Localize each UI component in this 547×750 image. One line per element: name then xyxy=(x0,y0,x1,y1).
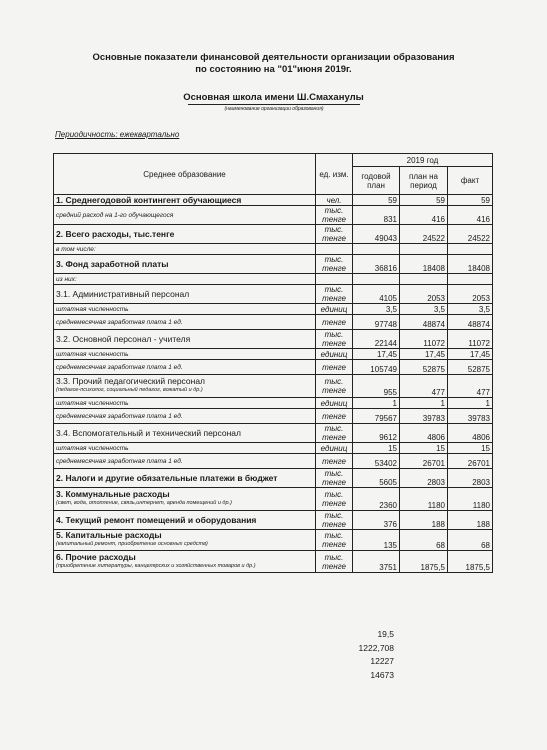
row-unit: тыс. тенге xyxy=(316,285,353,304)
table-row xyxy=(54,488,493,511)
row-period-value: 416 xyxy=(400,206,448,225)
row-name: в том числе: xyxy=(56,246,96,253)
row-name-cell xyxy=(54,454,316,469)
table-row xyxy=(54,304,493,315)
row-name: 6. Прочие расходы xyxy=(56,551,136,562)
row-unit: тыс. тенге xyxy=(316,375,353,398)
row-name-cell xyxy=(54,195,316,206)
row-plan-value: 79567 xyxy=(353,409,400,424)
table-row xyxy=(54,244,493,255)
row-unit: тыс. тенге xyxy=(316,469,353,488)
header-unit: ед. изм. xyxy=(316,154,353,195)
row-fact-value: 2803 xyxy=(448,469,493,488)
row-unit: тыс. тенге xyxy=(316,225,353,244)
row-name-cell xyxy=(54,349,316,360)
row-fact-value: 24522 xyxy=(448,225,493,244)
row-unit: тенге xyxy=(316,315,353,330)
row-plan-value: 831 xyxy=(353,206,400,225)
row-name-cell xyxy=(54,375,316,398)
row-name: 3.3. Прочий педагогический персонал xyxy=(56,376,206,386)
row-fact-value: 26701 xyxy=(448,454,493,469)
row-plan-value xyxy=(353,244,400,255)
row-name: из них: xyxy=(56,276,77,283)
table-row xyxy=(54,398,493,409)
header-annual-plan: годовой план xyxy=(353,167,400,195)
row-name: среднемесячная заработная плата 1 ед. xyxy=(56,458,183,465)
title-line-2: по состоянию на "01"июня 2019г. xyxy=(195,64,352,75)
row-name-cell xyxy=(54,360,316,375)
table-row xyxy=(54,285,493,304)
row-name: 5. Капитальные расходы xyxy=(56,530,162,540)
row-period-value: 2053 xyxy=(400,285,448,304)
row-fact-value: 52875 xyxy=(448,360,493,375)
row-plan-value: 4105 xyxy=(353,285,400,304)
row-name-cell xyxy=(54,443,316,454)
row-period-value xyxy=(400,244,448,255)
row-period-value: 17,45 xyxy=(400,349,448,360)
row-unit: тыс. тенге xyxy=(316,488,353,511)
row-name-cell xyxy=(54,225,316,244)
row-name: штатная численность xyxy=(56,400,129,407)
document-title xyxy=(0,52,547,76)
footer-number: 1222,708 xyxy=(358,642,394,653)
row-name: 1. Среднегодовой контингент обучающиеся xyxy=(56,194,242,205)
row-subnote: (свет, вода, отопление, связь,интернет, аренда помещений и др.) xyxy=(56,500,232,506)
table-row xyxy=(54,424,493,443)
row-name: штатная численность xyxy=(56,306,129,313)
table-row xyxy=(54,330,493,349)
row-period-value: 52875 xyxy=(400,360,448,375)
row-plan-value: 135 xyxy=(353,530,400,551)
row-fact-value xyxy=(448,244,493,255)
table-row xyxy=(54,375,493,398)
row-fact-value: 3,5 xyxy=(448,304,493,315)
row-fact-value: 1875,5 xyxy=(448,551,493,573)
row-fact-value xyxy=(448,274,493,285)
row-name: 2. Налоги и другие обязательные платежи в бюджет xyxy=(56,472,278,483)
row-unit: тыс. тенге xyxy=(316,511,353,530)
row-name: 3.2. Основной персонал - учителя xyxy=(56,333,191,344)
row-name-cell xyxy=(54,330,316,349)
row-period-value: 11072 xyxy=(400,330,448,349)
row-name: 3.4. Вспомогательный и технический персонал xyxy=(56,427,241,438)
table-row xyxy=(54,255,493,274)
row-period-value: 68 xyxy=(400,530,448,551)
row-plan-value: 3,5 xyxy=(353,304,400,315)
row-plan-value xyxy=(353,274,400,285)
row-name-cell xyxy=(54,511,316,530)
table-row xyxy=(54,315,493,330)
row-period-value: 1180 xyxy=(400,488,448,511)
row-name-cell xyxy=(54,469,316,488)
header-fact: факт xyxy=(448,167,493,195)
row-period-value: 48874 xyxy=(400,315,448,330)
row-unit: единиц xyxy=(316,398,353,409)
footer-number: 14673 xyxy=(370,669,394,680)
row-unit: единиц xyxy=(316,304,353,315)
header-year: 2019 год xyxy=(353,154,493,167)
row-name-cell xyxy=(54,206,316,225)
row-name-cell xyxy=(54,285,316,304)
row-fact-value: 4806 xyxy=(448,424,493,443)
row-plan-value: 2360 xyxy=(353,488,400,511)
row-unit xyxy=(316,274,353,285)
row-plan-value: 3751 xyxy=(353,551,400,573)
row-fact-value: 18408 xyxy=(448,255,493,274)
row-unit: тыс. тенге xyxy=(316,206,353,225)
title-line-1: Основные показатели финансовой деятельности организации образования xyxy=(92,52,455,63)
table-row xyxy=(54,349,493,360)
row-unit: тыс. тенге xyxy=(316,530,353,551)
row-fact-value: 59 xyxy=(448,195,493,206)
row-fact-value: 416 xyxy=(448,206,493,225)
row-subnote: (капитальный ремонт, приобретение основных средств) xyxy=(56,541,208,547)
row-subnote: (педагог-психолог, социальный педагог, вожатый и др.) xyxy=(56,387,203,393)
table-row xyxy=(54,274,493,285)
row-plan-value: 22144 xyxy=(353,330,400,349)
row-period-value: 18408 xyxy=(400,255,448,274)
table-row xyxy=(54,511,493,530)
table-body xyxy=(54,195,493,573)
row-unit: единиц xyxy=(316,349,353,360)
footer-number: 19,5 xyxy=(377,629,394,639)
table-row xyxy=(54,551,493,573)
row-name-cell xyxy=(54,304,316,315)
row-fact-value: 17,45 xyxy=(448,349,493,360)
row-name-cell xyxy=(54,274,316,285)
row-period-value: 15 xyxy=(400,443,448,454)
row-name-cell xyxy=(54,315,316,330)
row-fact-value: 39783 xyxy=(448,409,493,424)
row-fact-value: 477 xyxy=(448,375,493,398)
row-name-cell xyxy=(54,551,316,573)
row-plan-value: 5605 xyxy=(353,469,400,488)
footer-numbers xyxy=(320,628,394,682)
row-period-value: 477 xyxy=(400,375,448,398)
row-period-value: 26701 xyxy=(400,454,448,469)
row-plan-value: 955 xyxy=(353,375,400,398)
row-unit: тыс. тенге xyxy=(316,551,353,573)
header-education: Среднее образование xyxy=(54,154,316,195)
row-period-value: 24522 xyxy=(400,225,448,244)
row-plan-value: 59 xyxy=(353,195,400,206)
organization-name: Основная школа имени Ш.Смаханулы xyxy=(183,92,364,103)
row-name-cell xyxy=(54,488,316,511)
row-period-value: 59 xyxy=(400,195,448,206)
table-row xyxy=(54,360,493,375)
row-unit: чел. xyxy=(316,195,353,206)
row-plan-value: 9612 xyxy=(353,424,400,443)
row-subnote: (приобретение литературы, канцелярских и хозяйственных товаров и др.) xyxy=(56,562,256,569)
row-name: среднемесячная заработная плата 1 ед. xyxy=(56,319,183,326)
footer-number: 12227 xyxy=(370,656,394,666)
row-fact-value: 11072 xyxy=(448,330,493,349)
row-unit: тыс. тенге xyxy=(316,330,353,349)
row-unit: единиц xyxy=(316,443,353,454)
row-unit: тенге xyxy=(316,360,353,375)
row-fact-value: 1 xyxy=(448,398,493,409)
periodicity-label: Периодичность: ежеквартально xyxy=(55,130,180,139)
row-name: 4. Текущий ремонт помещений и оборудования xyxy=(56,514,257,525)
row-period-value: 188 xyxy=(400,511,448,530)
row-name: 3.1. Административный персонал xyxy=(56,288,190,299)
row-plan-value: 376 xyxy=(353,511,400,530)
row-name: 3. Фонд заработной платы xyxy=(56,258,169,269)
row-fact-value: 2053 xyxy=(448,285,493,304)
row-name: штатная численность xyxy=(56,351,129,358)
row-plan-value: 97748 xyxy=(353,315,400,330)
organization-note: (наименование организации образования) xyxy=(224,106,324,112)
row-period-value: 1 xyxy=(400,398,448,409)
table-row xyxy=(54,206,493,225)
row-period-value xyxy=(400,274,448,285)
row-period-value: 3,5 xyxy=(400,304,448,315)
row-plan-value: 1 xyxy=(353,398,400,409)
row-name: 2. Всего расходы, тыс.тенге xyxy=(56,228,175,239)
row-period-value: 4806 xyxy=(400,424,448,443)
row-plan-value: 17,45 xyxy=(353,349,400,360)
row-fact-value: 188 xyxy=(448,511,493,530)
row-name: среднемесячная заработная плата 1 ед. xyxy=(56,364,183,371)
table-row xyxy=(54,195,493,206)
row-period-value: 39783 xyxy=(400,409,448,424)
row-plan-value: 53402 xyxy=(353,454,400,469)
row-fact-value: 1180 xyxy=(448,488,493,511)
table-row xyxy=(54,409,493,424)
organization-underline xyxy=(188,104,360,105)
table-row xyxy=(54,443,493,454)
table-row xyxy=(54,225,493,244)
table-row xyxy=(54,530,493,551)
row-name-cell xyxy=(54,424,316,443)
row-name: штатная численность xyxy=(56,445,129,452)
row-name-cell xyxy=(54,255,316,274)
row-unit: тенге xyxy=(316,409,353,424)
row-unit: тыс. тенге xyxy=(316,424,353,443)
row-period-value: 1875,5 xyxy=(400,551,448,573)
row-unit: тыс. тенге xyxy=(316,255,353,274)
row-name: средний расход на 1-го обучающегося xyxy=(56,212,174,219)
row-name-cell xyxy=(54,530,316,551)
header-period-plan: план на период xyxy=(400,167,448,195)
row-unit: тенге xyxy=(316,454,353,469)
row-name: 3. Коммунальные расходы xyxy=(56,489,170,499)
row-plan-value: 105749 xyxy=(353,360,400,375)
row-period-value: 2803 xyxy=(400,469,448,488)
row-fact-value: 68 xyxy=(448,530,493,551)
financial-indicators-table xyxy=(53,153,493,573)
row-plan-value: 15 xyxy=(353,443,400,454)
row-plan-value: 36816 xyxy=(353,255,400,274)
row-name-cell xyxy=(54,244,316,255)
row-fact-value: 15 xyxy=(448,443,493,454)
row-name-cell xyxy=(54,409,316,424)
table-row xyxy=(54,469,493,488)
row-unit xyxy=(316,244,353,255)
row-plan-value: 49043 xyxy=(353,225,400,244)
row-name-cell xyxy=(54,398,316,409)
row-name: среднемесячная заработная плата 1 ед. xyxy=(56,413,183,420)
row-fact-value: 48874 xyxy=(448,315,493,330)
table-row xyxy=(54,454,493,469)
